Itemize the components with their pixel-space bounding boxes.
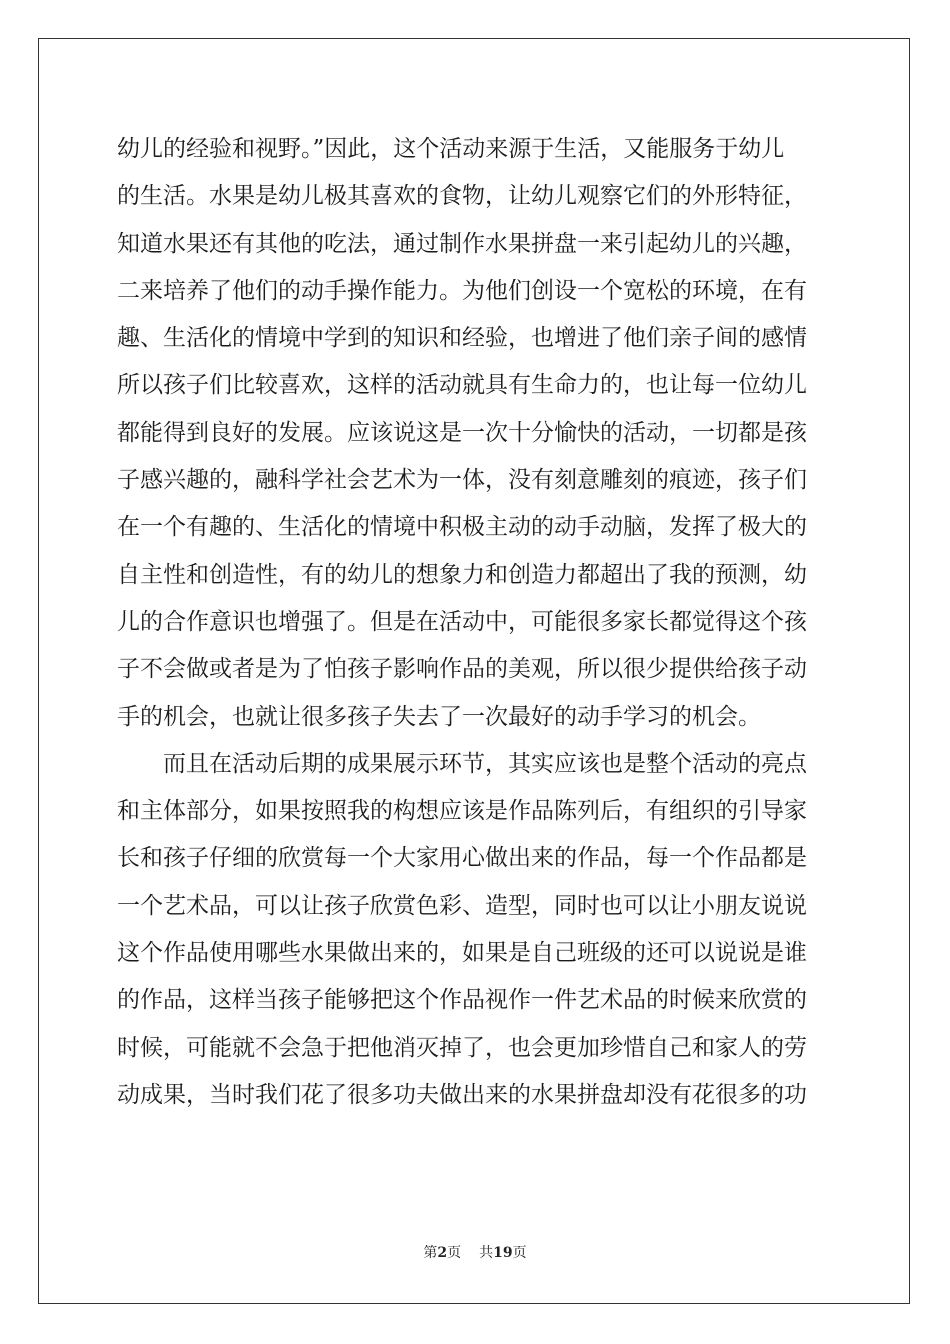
text-line: 手的机会，也就让很多孩子失去了一次最好的动手学习的机会。: [117, 703, 761, 730]
text-line: 的作品，这样当孩子能够把这个作品视作一件艺术品的时候来欣赏的: [117, 987, 807, 1014]
page-prefix: 第: [423, 1245, 438, 1261]
text-line: 长和孩子仔细的欣赏每一个大家用心做出来的作品，每一个作品都是: [117, 845, 807, 872]
page-number: 2: [437, 1245, 448, 1261]
text-line: 自主性和创造性，有的幼儿的想象力和创造力都超出了我的预测，幼: [117, 561, 807, 588]
total-suffix: 页: [512, 1245, 527, 1261]
text-line: 动成果，当时我们花了很多功夫做出来的水果拼盘却没有花很多的功: [117, 1081, 807, 1108]
text-line: 所以孩子们比较喜欢，这样的活动就具有生命力的，也让每一位幼儿: [117, 372, 807, 399]
body-text: [117, 126, 837, 1119]
text-line: 儿的合作意识也增强了。但是在活动中，可能很多家长都觉得这个孩: [117, 608, 807, 635]
text-line: 一个艺术品，可以让孩子欣赏色彩、造型，同时也可以让小朋友说说: [117, 892, 807, 919]
total-pages: 19: [493, 1245, 513, 1261]
text-line: 在一个有趣的、生活化的情境中积极主动的动手动脑，发挥了极大的: [117, 514, 807, 541]
text-line: 趣、生活化的情境中学到的知识和经验，也增进了他们亲子间的感情: [117, 325, 807, 352]
paragraph-start-line: 而且在活动后期的成果展示环节，其实应该也是整个活动的亮点: [163, 750, 807, 777]
text-line: 的生活。水果是幼儿极其喜欢的食物，让幼儿观察它们的外形特征，: [117, 183, 807, 210]
text-line: 幼儿的经验和视野。”因此，这个活动来源于生活，又能服务于幼儿: [117, 136, 785, 162]
page-suffix: 页: [447, 1245, 462, 1261]
text-line: 时候，可能就不会急于把他消灭掉了，也会更加珍惜自己和家人的劳: [117, 1034, 807, 1061]
text-line: 子感兴趣的，融科学社会艺术为一体，没有刻意雕刻的痕迹，孩子们: [117, 467, 807, 494]
total-prefix: 共: [479, 1245, 494, 1261]
text-line: 子不会做或者是为了怕孩子影响作品的美观，所以很少提供给孩子动: [117, 656, 807, 683]
text-line: 这个作品使用哪些水果做出来的，如果是自己班级的还可以说说是谁: [117, 940, 807, 967]
text-line: 知道水果还有其他的吃法，通过制作水果拼盘一来引起幼儿的兴趣，: [117, 230, 807, 257]
text-line: 都能得到良好的发展。应该说这是一次十分愉快的活动，一切都是孩: [117, 419, 807, 446]
text-line: 二来培养了他们的动手操作能力。为他们创设一个宽松的环境，在有: [117, 277, 807, 304]
text-line: 和主体部分，如果按照我的构想应该是作品陈列后，有组织的引导家: [117, 798, 807, 825]
page-footer: [0, 1242, 950, 1262]
